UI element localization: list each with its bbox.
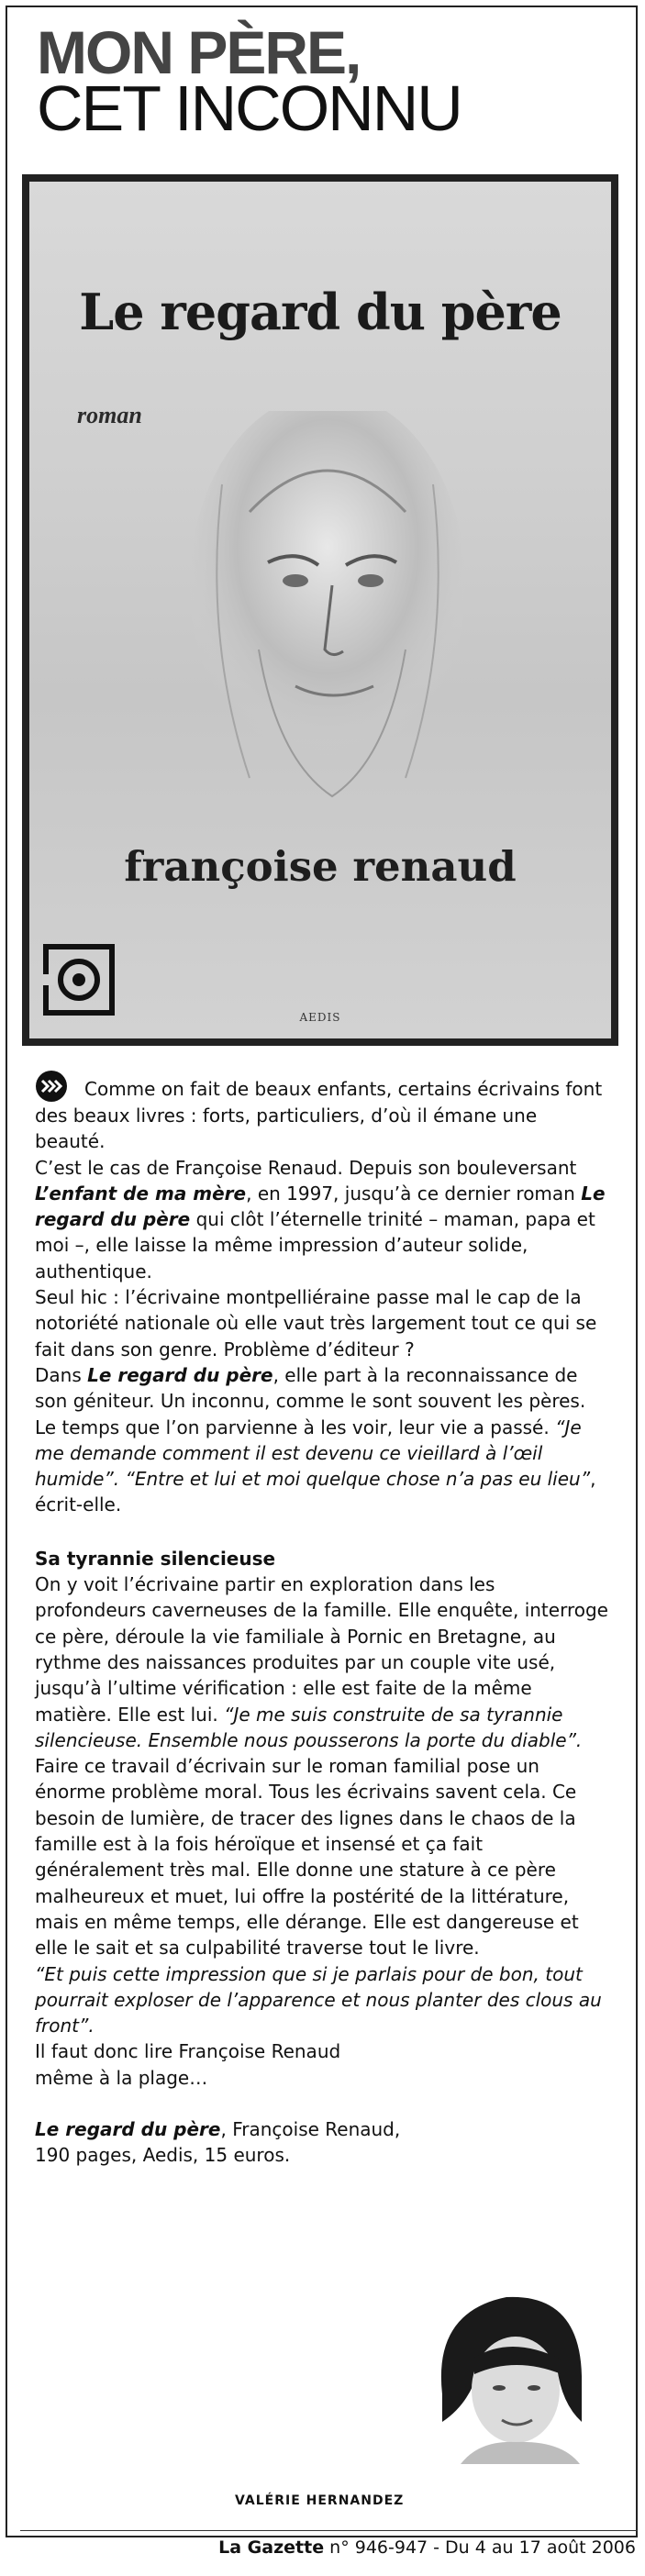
p2-text-b: , en 1997, jusqu’à ce dernier roman [246,1182,582,1205]
paragraph-1-text: Comme on fait de beaux enfants, certains écrivains font des beaux livres : forts, particuliers, d’où il émane une beauté. [35,1078,603,1153]
footer-line [218,2537,636,2558]
book-title-1: L’enfant de ma mère [35,1182,247,1205]
book-title-2: Le regard du père [35,1182,606,1231]
footer-paper: La Gazette [218,2537,325,2558]
p5-quote: “Je me suis construite de sa tyrannie silencieuse. Ensemble nous pousserons la porte du diable”. [35,1703,583,1751]
headline-line-1: MON PÈRE, [37,18,361,86]
author-byline: VALÉRIE HERNANDEZ [235,2493,405,2508]
paragraph-5 [35,1571,611,1753]
book-cover-inner [29,182,611,1038]
section-title: Sa tyrannie silencieuse [35,1547,276,1570]
paragraph-6: Faire ce travail d’écrivain sur le roman familial pose un énorme problème moral. Tous les écrivains savent cela. Ce besoin de lumière, de tracer des lignes dans le chaos de la famille est à la fois héroïque et insensé et ça fait généralement très mal. Elle donne une stature à ce père malheureux et muet, lui offre la postérité de la littérature, mais en même temps, elle dérange. Elle est dangereuse et elle le sait et sa culpabilité traverse tout le livre. [35,1755,579,1960]
cover-publisher: AEDIS [299,1011,341,1024]
book-title-3: Le regard du père [87,1363,273,1386]
book-cover-image [22,174,618,1046]
lead-arrows-icon [35,1070,68,1103]
paragraph-2 [35,1155,611,1284]
headline-line-2: CET INCONNU [37,72,462,144]
paragraph-lead [35,1070,611,1155]
ref-book-title: Le regard du père [35,2117,221,2140]
paragraph-4 [35,1362,611,1518]
paragraph-3: Seul hic : l’écrivaine montpelliéraine passe mal le cap de la notoriété nationale où elle vaut très largement tout ce qui se fait dans son genre. Problème d’éditeur ? [35,1286,597,1360]
paragraph-8: Il faut donc lire Françoise Renaud même à la plage… [35,2040,341,2089]
p7-quote: “Et puis cette impression que si je parlais pour de bon, tout pourrait exploser de l’apparence et nous planter des clous au front”. [35,1962,602,2037]
ref-details: , Françoise Renaud, 190 pages, Aedis, 15 euros. [35,2117,401,2167]
p2-text-c: qui clôt l’éternelle trinité – maman, papa et moi –, elle laisse la même impression d’auteur solide, authentique. [35,1208,595,1282]
p4-text-b: , elle part à la reconnaissance de son géniteur. Un inconnu, comme le sont souvent les pères. Le temps que l’on parvienne à les voir, leur vie a passé. [35,1363,586,1438]
paragraph-7 [35,1961,611,2039]
publisher-logo-icon [42,943,116,1016]
p5-text: On y voit l’écrivaine partir en exploration dans les profondeurs caverneuses de la famille. Elle enquête, interroge ce père, déroule la vie familiale à Pornic en Bretagne, au rythme des naissances produites par un couple vite usé, jusqu’à l’ultime vérification : elle est faite de la même matière. Elle est lui. [35,1573,608,1726]
author-photo [424,2284,596,2464]
p4-text-c: , écrit-elle. [35,1468,596,1516]
cover-title: Le regard du père [79,283,562,341]
p4-text-a: Dans [35,1363,88,1386]
cover-author: françoise renaud [124,842,517,891]
article-body [35,1070,611,2169]
p4-quote: “Je me demande comment il est devenu ce vieillard à l’œil humide”. “Entre et lui et moi quelque chose n’a pas eu lieu” [35,1416,591,1491]
p2-text-a: C’est le cas de Françoise Renaud. Depuis son bouleversant [35,1156,577,1179]
cover-subtitle: roman [77,402,142,428]
footer-issue: n° 946-947 - Du 4 au 17 août 2006 [324,2537,636,2558]
footer-divider [20,2530,638,2531]
book-reference [35,2116,402,2169]
portrait-sketch-icon [167,411,479,842]
